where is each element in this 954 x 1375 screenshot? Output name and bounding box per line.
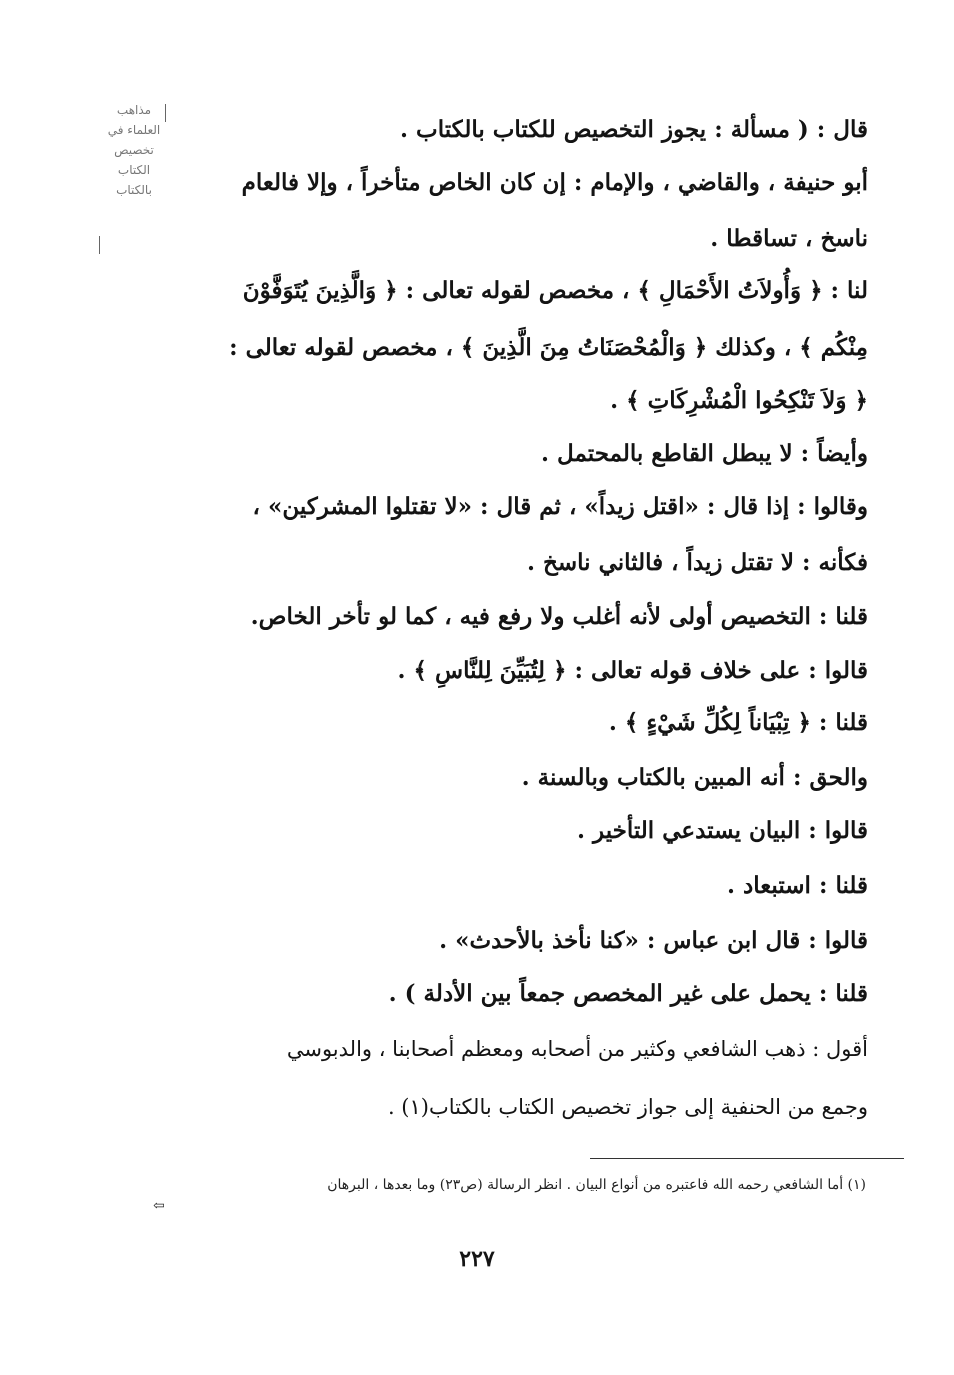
margin-note-line: بالكتاب (116, 183, 152, 197)
text-line: قالوا : قال ابن عباس : «كنا نأخذ بالأحدث» . (439, 927, 868, 954)
text-line: قالوا : البيان يستدعي التأخير . (576, 817, 868, 844)
text-line: قلنا : ﴿ تِبْيَاناً لِكُلِّ شَيْءٍ ﴾ . (608, 709, 868, 736)
page-number: ٢٢٧ (459, 1246, 495, 1272)
margin-note-line: الكتاب (117, 163, 151, 177)
text-line: ﴿ وَلاَ تَنْكِحُوا الْمُشْرِكَاتِ ﴾ . (610, 387, 868, 414)
text-line: قلنا : يحمل على غير المخصص جمعاً بين الأدلة ) . (388, 980, 868, 1007)
text-line: لنا : ﴿ وَأُولاَتُ الأَحْمَالِ ﴾ ، مخصص لقوله تعالى : ﴿ وَالَّذِينَ يُتَوَفَّوْنَ (242, 277, 868, 304)
text-line: وجمع من الحنفية إلى جواز تخصيص الكتاب بالكتاب(١) . (387, 1095, 868, 1119)
margin-bracket (165, 104, 166, 122)
text-line: أقول : ذهب الشافعي وكثير من أصحابه ومعظم أصحابنا ، والدبوسي (286, 1037, 868, 1061)
footnote: (١) أما الشافعي رحمه الله فاعتبره من أنواع البيان . انظر الرسالة (ص٢٣) وما بعدها ، البرهان (327, 1177, 866, 1193)
text-line: ناسخ ، تساقطا . (710, 225, 868, 252)
margin-note (96, 100, 172, 200)
text-line: والحق : أنه المبين بالكتاب وبالسنة . (521, 764, 868, 791)
text-line: فكأنه : لا تقتل زيداً ، فالثاني ناسخ . (527, 549, 868, 576)
margin-bracket (99, 236, 100, 254)
footnote-divider (590, 1158, 904, 1159)
text-line: مِنْكُم ﴾ ، وكذلك ﴿ وَالْمُحْصَنَاتُ مِنَ الَّذِينَ ﴾ ، مخصص لقوله تعالى : (229, 334, 868, 361)
continuation-arrow-icon: ⇦ (153, 1198, 165, 1214)
text-line: قلنا : استبعاد . (727, 872, 868, 899)
text-line: أبو حنيفة ، والقاضي ، والإمام : إن كان الخاص متأخراً ، وإلا فالعام (241, 169, 868, 196)
text-line: قالوا : على خلاف قوله تعالى : ﴿ لِتُبَيِّنَ لِلنَّاسِ ﴾ . (397, 657, 868, 684)
margin-note-line: تخصيص (114, 143, 154, 157)
margin-note-line: العلماء في (107, 123, 161, 137)
text-line: قال : ( مسألة : يجوز التخصيص للكتاب بالكتاب . (400, 116, 868, 143)
text-line: وقالوا : إذا قال : «اقتل زيداً» ، ثم قال : «لا تقتلوا المشركين» ، (252, 493, 868, 520)
text-line: قلنا : التخصيص أولى لأنه أغلب ولا رفع فيه ، كما لو تأخر الخاص. (250, 603, 868, 630)
text-line: وأيضاً : لا يبطل القاطع بالمحتمل . (541, 440, 868, 467)
margin-note-line: مذاهب (116, 103, 152, 117)
